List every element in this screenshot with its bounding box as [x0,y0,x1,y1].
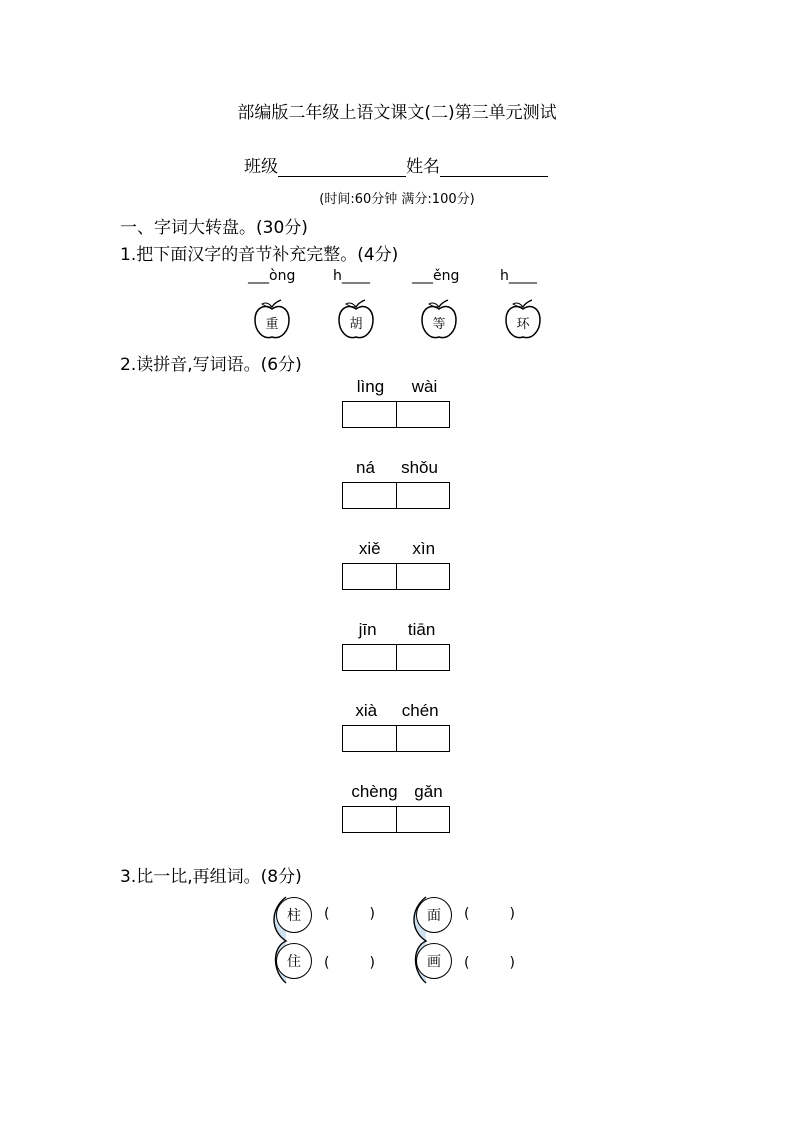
pinyin-pair [343,620,451,640]
apple-icon [420,298,458,342]
apple-char: 环 [516,317,530,332]
writing-grid[interactable] [342,401,450,428]
pinyin: tiān [407,620,436,639]
pinyin-pair [343,539,451,559]
pinyin-pair [343,377,451,397]
pinyin-pair [343,701,451,721]
compare-char: 面 [416,897,452,933]
section1-heading: 一、字词大转盘。(30分) [120,218,308,238]
apple-char: 胡 [349,317,363,332]
apple-icon [253,298,291,342]
compare-char: 柱 [276,897,312,933]
time-info: (时间:60分钟 满分:100分) [319,192,475,207]
pinyin: xiě [358,539,381,558]
pinyin: jīn [358,620,377,639]
q1-blank-3[interactable]: ___ěng [412,268,460,284]
q3-heading: 3.比一比,再组词。(8分) [120,867,302,887]
answer-paren[interactable]: ( ) [464,906,515,922]
pinyin: chèng [351,782,398,801]
writing-grid[interactable] [342,644,450,671]
q1-blank-4[interactable]: h____ [500,268,537,284]
name-label: 姓名 [406,157,440,177]
class-blank[interactable] [278,158,406,177]
pinyin: chén [401,701,439,720]
apple-icon [504,298,542,342]
apple-icon [337,298,375,342]
writing-grid[interactable] [342,806,450,833]
pinyin: ná [356,458,375,477]
writing-grid[interactable] [342,725,450,752]
answer-paren[interactable]: ( ) [324,906,375,922]
class-label: 班级 [244,157,278,177]
answer-paren[interactable]: ( ) [324,955,375,971]
q1-blank-2[interactable]: h____ [333,268,370,284]
pinyin: lìng [356,377,385,396]
q2-heading: 2.读拼音,写词语。(6分) [120,355,302,375]
pinyin-pair [343,458,451,478]
answer-paren[interactable]: ( ) [464,955,515,971]
pinyin: xià [355,701,378,720]
pinyin: gǎn [414,782,443,801]
apple-char: 等 [432,317,446,332]
pinyin: xìn [412,539,436,558]
q1-blank-1[interactable]: ___òng [248,268,296,284]
pinyin: shǒu [401,458,438,477]
writing-grid[interactable] [342,563,450,590]
writing-grid[interactable] [342,482,450,509]
compare-char: 住 [276,943,312,979]
compare-char: 画 [416,943,452,979]
name-blank[interactable] [440,158,548,177]
pinyin: wài [411,377,438,396]
class-name-line [244,152,548,177]
pinyin-pair [343,782,451,802]
q1-heading: 1.把下面汉字的音节补充完整。(4分) [120,245,399,265]
apple-char: 重 [265,317,279,332]
page-title: 部编版二年级上语文课文(二)第三单元测试 [237,103,557,123]
